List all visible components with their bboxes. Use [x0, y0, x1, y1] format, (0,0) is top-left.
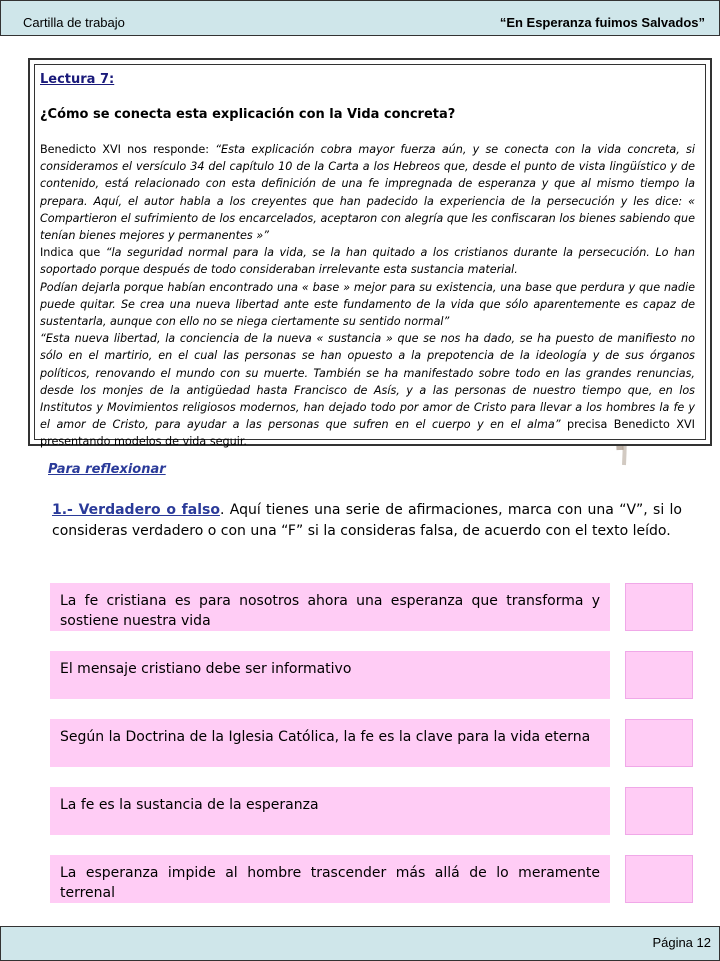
page-number: Página 12: [652, 935, 711, 950]
statement-text: El mensaje cristiano debe ser informativo: [60, 661, 352, 677]
exercise-text: . Aquí tienes una serie de afirmaciones, marca con una “V”, si lo consideras verdadero o con una “F” si la consideras falsa, de acuerdo con el texto leído.: [52, 502, 682, 539]
page-header: [0, 0, 720, 36]
reading-paragraph: [40, 244, 695, 278]
reading-quote: “Esta explicación cobra mayor fuerza aún, y se conecta con la vida concreta, si consideramos el versículo 34 del capítulo 10 de la Carta a los Hebreos que, desde el punto de vista lingüístico y de contenido, está relacionado con esta definición de una fe impregnada de esperanza y que al mismo tiempo la prepara. Aquí, el autor habla a los creyentes que han padecido la experiencia de la persecución y les dice: « Compartieron el sufrimiento de los encarcelados, aceptaron con alegría que les confiscaran los bienes sabiendo que tenían bienes mejores y permanentes »”: [40, 143, 695, 243]
reading-paragraph: [40, 141, 695, 244]
exercise-label: 1.- Verdadero o falso: [52, 502, 220, 518]
reading-paragraph: Podían dejarla porque habían encontrado una « base » mejor para su existencia, una base que perdura y que nadie puede quitar. Se crea una nueva libertad ante este fundamento de la vida que sólo aparentemente es capaz de sustentarla, aunque con ello no se niega ciertamente su sentido normal”: [40, 280, 695, 329]
reading-body: [40, 141, 695, 451]
answer-box[interactable]: [625, 651, 693, 699]
reading-intro: Indica que: [40, 246, 106, 260]
answer-box[interactable]: [625, 787, 693, 835]
reading-paragraph: [40, 330, 695, 450]
statement-text: La fe es la sustancia de la esperanza: [60, 797, 319, 813]
exercise-instruction: [52, 500, 682, 542]
header-left-text: Cartilla de trabajo: [23, 15, 125, 30]
answer-box[interactable]: [625, 583, 693, 631]
statement-text: Según la Doctrina de la Iglesia Católica, la fe es la clave para la vida eterna: [60, 729, 591, 745]
header-right-title: “En Esperanza fuimos Salvados”: [499, 15, 705, 30]
reading-question: ¿Cómo se conecta esta explicación con la Vida concreta?: [40, 107, 456, 122]
answer-box[interactable]: [625, 855, 693, 903]
statement-box: [50, 719, 610, 767]
reading-title: Lectura 7:: [40, 72, 115, 87]
statement-text: La esperanza impide al hombre trascender más allá de lo meramente terrenal: [60, 865, 600, 901]
statement-text: La fe cristiana es para nosotros ahora una esperanza que transforma y sostiene nuestra vida: [60, 593, 600, 629]
reading-outro: precisa Benedicto XVI presentando modelos de vida seguir.: [40, 418, 695, 449]
reflect-heading: Para reflexionar: [48, 462, 166, 477]
statement-box: [50, 651, 610, 699]
page-footer: [0, 926, 720, 961]
reading-box: [28, 58, 712, 449]
reading-quote: “la seguridad normal para la vida, se la han quitado a los cristianos durante la persecución. Lo han soportado porque después de todo consideraban irrelevante esta sustancia material.: [40, 246, 695, 277]
statement-box: [50, 787, 610, 835]
answer-box[interactable]: [625, 719, 693, 767]
reading-intro: Benedicto XVI nos responde:: [40, 143, 216, 156]
statement-box: [50, 583, 610, 631]
statement-box: [50, 855, 610, 903]
reading-box-inner: [34, 64, 706, 449]
reading-quote: “Esta nueva libertad, la conciencia de la nueva « sustancia » que se nos ha dado, se ha puesto de manifiesto no sólo en el martirio, en el cual las personas se han opuesto a la prepotencia de la ideología y de sus órganos políticos, renovando el mundo con su muerte. También se ha manifestado sobre todo en las grandes renuncias, desde los monjes de la antigüedad hasta Francisco de Asís, y a las personas de nuestro tiempo que, en los Institutos y Movimientos religiosos modernos, han dejado todo por amor de Cristo para llevar a los hombres la fe y el amor de Cristo, para ayudar a las personas que sufren en el cuerpo y en el alma”: [40, 332, 695, 432]
